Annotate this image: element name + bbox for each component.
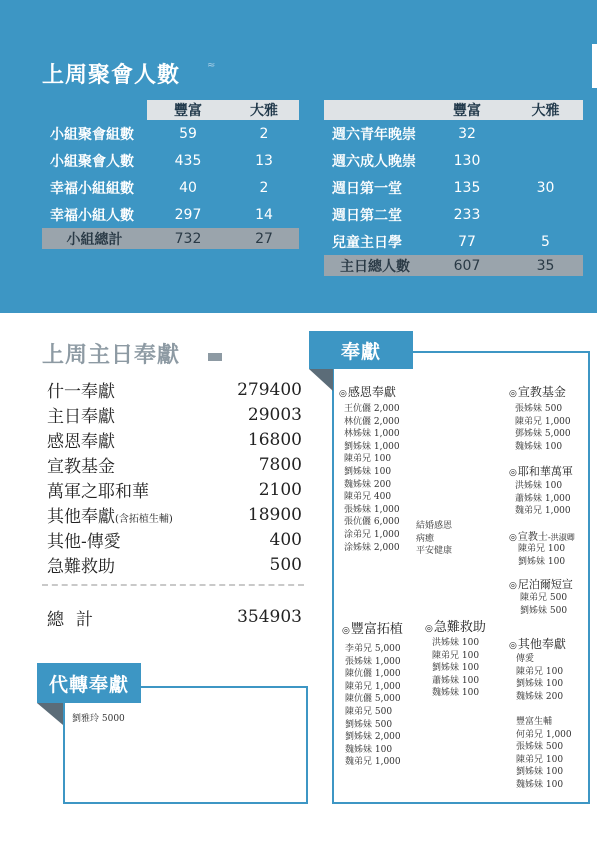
value-cell: 13 — [255, 152, 273, 169]
thanks-notes — [416, 520, 452, 558]
small-group-attendance-table — [42, 100, 299, 249]
total-value: 35 — [508, 255, 583, 276]
value-cell: 233 — [453, 206, 481, 223]
header-cell: 大雅 — [508, 100, 583, 120]
list-item: 林伉儷 2,000 — [344, 416, 400, 427]
value-cell: 30 — [536, 179, 555, 196]
list-subheading: 傳愛 — [516, 654, 535, 664]
nepal-entries — [520, 592, 567, 617]
list-item: 陳弟兄 500 — [520, 593, 568, 603]
list-item: 李弟兄 5,000 — [345, 644, 401, 654]
list-item: 張伉儷 6,000 — [344, 517, 400, 528]
list-item: 陳弟兄 100 — [344, 454, 392, 465]
title-decoration: ≈ — [207, 60, 216, 71]
offering-note: (含拓植生輔) — [115, 514, 173, 525]
header-cell: 豐富 — [426, 100, 508, 120]
header-cell: 大雅 — [229, 100, 299, 120]
list-item: 魏姊妹 200 — [516, 691, 564, 702]
list-item: 陳弟兄 100 — [432, 650, 480, 661]
offering-row — [47, 477, 302, 502]
list-item: 劉姊妹 1,000 — [344, 441, 400, 452]
bullet-icon: ◎ — [342, 626, 350, 636]
list-item: 魏姊妹 100 — [516, 779, 564, 790]
transfer-box — [63, 686, 308, 804]
list-subheading: 豐富生輔 — [516, 717, 553, 727]
table-row — [42, 201, 299, 228]
attendance-title: 上周聚會人數 — [42, 63, 181, 88]
list-item: 劉姊妹 100 — [344, 466, 392, 477]
offering-label: 其他奉獻 — [47, 507, 115, 527]
service-attendance-table — [324, 100, 583, 276]
section-label: 宣教士 — [517, 532, 548, 543]
list-item: 洪姊妹 100 — [432, 638, 480, 648]
section-label: 宣教基金 — [517, 385, 566, 399]
nepal-heading — [509, 576, 573, 592]
table-header-row — [324, 100, 583, 120]
list-item: 平安健康 — [416, 546, 453, 557]
row-label: 週六成人晚崇 — [332, 153, 416, 170]
list-item: 蕭姊妹 1,000 — [515, 493, 571, 504]
offering-detail-title: 奉獻 — [309, 331, 413, 369]
list-item: 病癒 — [416, 533, 435, 544]
list-item: 張姊妹 500 — [515, 404, 563, 414]
value-cell: 435 — [174, 152, 202, 169]
offering-label: 主日奉獻 — [47, 407, 115, 427]
section-label: 急難救助 — [433, 620, 486, 635]
value-cell: 2 — [259, 125, 269, 142]
list-item: 涂弟兄 1,000 — [344, 529, 400, 540]
row-label: 週六青年晚崇 — [332, 126, 416, 143]
offering-label: 萬軍之耶和華 — [47, 482, 149, 502]
list-item: 涂姊妹 2,000 — [344, 542, 400, 553]
offering-row — [47, 377, 302, 402]
table-row — [324, 174, 583, 201]
offering-amount: 500 — [269, 554, 302, 575]
value-cell: 32 — [458, 125, 476, 142]
offering-label-group — [47, 502, 173, 527]
mission-fund-heading — [509, 383, 566, 400]
list-item: 陳伉儷 5,000 — [345, 694, 401, 705]
value-cell: 135 — [453, 179, 481, 196]
missionary-heading — [509, 528, 575, 543]
offering-total-amount: 354903 — [237, 607, 302, 627]
church-plant-heading — [342, 618, 403, 637]
list-item: 蕭姊妹 100 — [432, 675, 480, 686]
list-item: 魏姊妹 200 — [344, 479, 392, 490]
list-item: 魏姊妹 100 — [345, 744, 393, 755]
bullet-icon: ◎ — [509, 581, 517, 591]
total-value: 27 — [229, 228, 299, 249]
offering-row — [47, 452, 302, 477]
row-label: 週日第一堂 — [332, 180, 402, 197]
total-row — [324, 255, 583, 276]
list-item: 劉姊妹 500 — [345, 719, 393, 730]
table-header-row — [42, 100, 299, 120]
tab-fold — [309, 369, 333, 391]
offering-total-label: 總計 — [47, 609, 105, 630]
value-cell: 130 — [453, 152, 481, 169]
other-heading — [509, 635, 566, 652]
table-row — [324, 147, 583, 174]
offering-amount: 279400 — [237, 379, 302, 400]
list-item: 洪姊妹 100 — [515, 481, 563, 491]
offering-label: 宣教基金 — [47, 457, 115, 477]
list-item: 王伉儷 2,000 — [344, 404, 400, 414]
header-cell — [324, 100, 426, 120]
offering-amount: 18900 — [247, 504, 302, 525]
offering-amount: 2100 — [258, 479, 302, 500]
value-cell: 14 — [255, 206, 273, 223]
list-item: 鄧姊妹 5,000 — [515, 429, 571, 440]
offering-list — [47, 377, 302, 577]
offering-summary-title: 上周主日奉獻 — [42, 343, 181, 368]
title-marker — [208, 353, 222, 361]
list-item: 張姊妹 500 — [516, 742, 564, 753]
offering-row — [47, 527, 302, 552]
list-item: 劉姊妹 100 — [516, 679, 564, 690]
section-label: 感恩奉獻 — [347, 385, 396, 399]
church-plant-entries — [345, 643, 401, 769]
table-row — [42, 120, 299, 147]
list-item: 魏姊妹 100 — [432, 688, 480, 699]
list-item: 陳伉儷 1,000 — [345, 669, 401, 680]
jehovah-entries — [515, 480, 571, 518]
offering-row — [47, 402, 302, 427]
offering-label: 什一奉獻 — [47, 382, 115, 402]
total-label: 小組總計 — [42, 228, 147, 249]
list-item: 魏姊妹 100 — [515, 441, 563, 452]
value-cell: 5 — [541, 233, 550, 250]
offering-amount: 400 — [269, 529, 302, 550]
section-label: 尼泊爾短宣 — [517, 578, 573, 591]
bullet-icon: ◎ — [509, 641, 517, 651]
row-label: 小組聚會人數 — [50, 153, 134, 170]
table-row — [324, 228, 583, 255]
list-item: 陳弟兄 100 — [516, 754, 564, 765]
value-cell: 59 — [179, 125, 197, 142]
thanks-entries — [344, 403, 400, 554]
bullet-icon: ◎ — [425, 624, 433, 634]
list-item: 張姊妹 1,000 — [345, 656, 401, 667]
mission-fund-entries — [515, 403, 571, 453]
header-cell — [42, 100, 147, 120]
missionary-entries — [518, 543, 565, 568]
emergency-entries — [432, 637, 479, 700]
offering-row — [47, 552, 302, 577]
list-item: 陳弟兄 400 — [344, 492, 392, 503]
transfer-entry: 劉雅玲 5000 — [72, 714, 125, 724]
missionary-name: -洪淑卿 — [547, 533, 575, 542]
other-entries — [516, 716, 572, 792]
offering-label: 其他-傳愛 — [47, 532, 121, 552]
offering-label: 感恩奉獻 — [47, 432, 115, 452]
page-edge-marker — [592, 44, 597, 88]
total-label: 主日總人數 — [324, 255, 426, 276]
jehovah-heading — [509, 463, 573, 479]
value-cell — [508, 147, 583, 174]
list-item: 劉姊妹 500 — [520, 605, 568, 616]
bullet-icon: ◎ — [509, 533, 517, 543]
offering-total-row — [47, 604, 302, 630]
section-label: 其他奉獻 — [517, 637, 566, 651]
value-cell: 77 — [458, 233, 476, 250]
list-item: 魏弟兄 1,000 — [345, 757, 401, 768]
list-item: 陳弟兄 500 — [345, 706, 393, 717]
section-label: 豐富拓植 — [350, 622, 403, 637]
list-item: 結婚感恩 — [416, 521, 453, 531]
thanks-heading — [339, 383, 396, 400]
list-item: 陳弟兄 1,000 — [515, 416, 571, 427]
table-row — [42, 147, 299, 174]
value-cell — [508, 201, 583, 228]
table-row — [324, 120, 583, 147]
emergency-heading — [425, 616, 486, 635]
row-label: 幸福小組組數 — [50, 180, 134, 197]
offering-amount: 29003 — [247, 404, 302, 425]
list-item: 劉姊妹 2,000 — [345, 732, 401, 743]
row-label: 幸福小組人數 — [50, 207, 134, 224]
list-item: 陳弟兄 100 — [516, 666, 564, 677]
section-label: 耶和華萬軍 — [517, 465, 573, 478]
list-item: 劉姊妹 100 — [432, 663, 480, 674]
list-item: 陳弟兄 100 — [518, 544, 566, 554]
bullet-icon: ◎ — [509, 468, 517, 478]
other-entries — [516, 653, 563, 703]
table-row — [324, 201, 583, 228]
offering-amount: 7800 — [258, 454, 302, 475]
list-item: 陳弟兄 1,000 — [345, 681, 401, 692]
row-label: 小組聚會組數 — [50, 126, 134, 143]
offering-row — [47, 427, 302, 452]
divider — [42, 584, 304, 586]
offering-label: 急難救助 — [47, 557, 115, 577]
list-item: 劉姊妹 100 — [518, 556, 566, 567]
value-cell: 40 — [179, 179, 197, 196]
list-item: 林姊妹 1,000 — [344, 429, 400, 440]
row-label: 週日第二堂 — [332, 207, 402, 224]
total-value: 732 — [147, 228, 229, 249]
total-value: 607 — [426, 255, 508, 276]
list-item: 何弟兄 1,000 — [516, 729, 572, 740]
row-label: 兒童主日學 — [332, 234, 402, 251]
transfer-title: 代轉奉獻 — [37, 663, 141, 703]
list-item: 魏弟兄 1,000 — [515, 506, 571, 517]
offering-row — [47, 502, 302, 527]
header-cell: 豐富 — [147, 100, 229, 120]
table-row — [42, 174, 299, 201]
value-cell — [508, 120, 583, 147]
list-item: 張姊妹 1,000 — [344, 504, 400, 515]
value-cell: 2 — [259, 179, 269, 196]
value-cell: 297 — [174, 206, 202, 223]
bullet-icon: ◎ — [509, 389, 517, 399]
total-row — [42, 228, 299, 249]
list-item: 劉姊妹 100 — [516, 767, 564, 778]
bullet-icon: ◎ — [339, 389, 347, 399]
tab-fold — [37, 703, 63, 725]
offering-amount: 16800 — [247, 429, 302, 450]
